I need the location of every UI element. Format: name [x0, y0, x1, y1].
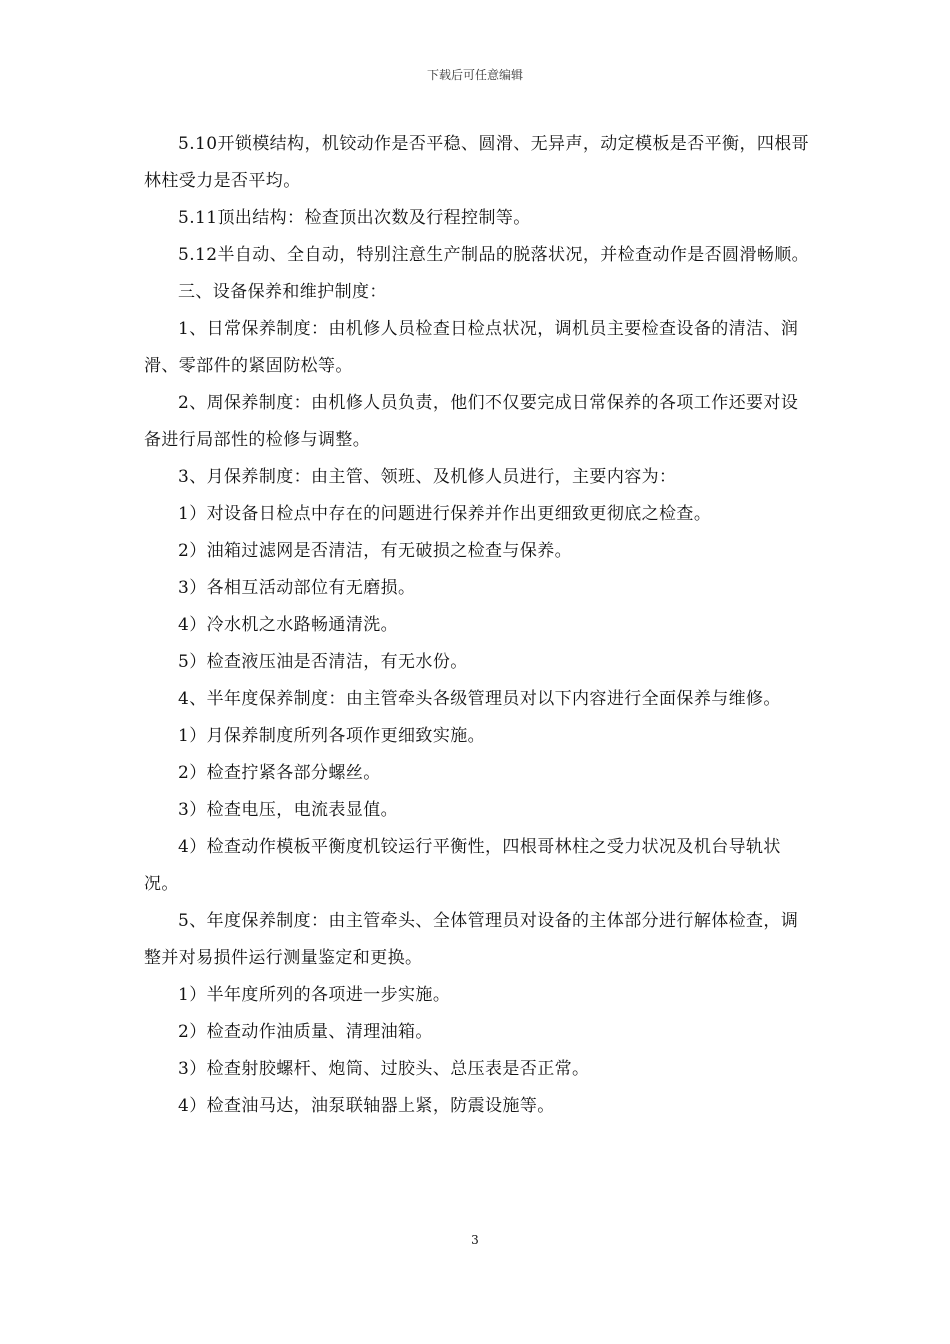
list-item: 2）检查动作油质量、清理油箱。 [178, 1022, 433, 1042]
list-item: 3）检查射胶螺杆、炮筒、过胶头、总压表是否正常。 [178, 1059, 590, 1079]
list-item: 4）检查动作模板平衡度机铰运行平衡性，四根哥林柱之受力状况及机台导轨状况。 [144, 837, 781, 894]
paragraph: 2、周保养制度：由机修人员负责，他们不仅要完成日常保养的各项工作还要对设备进行局部性的检修与调整。 [144, 393, 799, 450]
list-item: 1）半年度所列的各项进一步实施。 [178, 985, 451, 1005]
paragraph: 5.12半自动、全自动，特别注意生产制品的脱落状况，并检查动作是否圆滑畅顺。 [178, 245, 810, 265]
paragraph: 3、月保养制度：由主管、领班、及机修人员进行，主要内容为： [178, 467, 677, 487]
paragraph: 5、年度保养制度：由主管牵头、全体管理员对设备的主体部分进行解体检查，调整并对易损件运行测量鉴定和更换。 [144, 911, 799, 968]
paragraph: 4、半年度保养制度：由主管牵头各级管理员对以下内容进行全面保养与维修。 [178, 689, 781, 709]
page-header: 下载后可任意编辑 [426, 68, 523, 82]
paragraph: 5.11顶出结构：检查顶出次数及行程控制等。 [178, 208, 531, 228]
list-item: 1）月保养制度所列各项作更细致实施。 [178, 726, 486, 746]
paragraph: 1、日常保养制度：由机修人员检查日检点状况，调机员主要检查设备的清洁、润滑、零部件的紧固防松等。 [144, 319, 799, 376]
list-item: 1）对设备日检点中存在的问题进行保养并作出更细致更彻底之检查。 [178, 504, 712, 524]
section-heading: 三、设备保养和维护制度： [178, 282, 387, 302]
list-item: 4）检查油马达，油泵联轴器上紧，防震设施等。 [178, 1096, 555, 1116]
list-item: 4）冷水机之水路畅通清洗。 [178, 615, 399, 635]
document-body [144, 126, 812, 1125]
list-item: 2）检查拧紧各部分螺丝。 [178, 763, 381, 783]
paragraph: 5.10开锁模结构，机铰动作是否平稳、圆滑、无异声，动定模板是否平衡，四根哥林柱受力是否平均。 [144, 134, 810, 191]
list-item: 3）各相互活动部位有无磨损。 [178, 578, 416, 598]
page-number: 3 [471, 1233, 479, 1247]
list-item: 3）检查电压，电流表显值。 [178, 800, 399, 820]
list-item: 5）检查液压油是否清洁，有无水份。 [178, 652, 468, 672]
list-item: 2）油箱过滤网是否清洁，有无破损之检查与保养。 [178, 541, 573, 561]
